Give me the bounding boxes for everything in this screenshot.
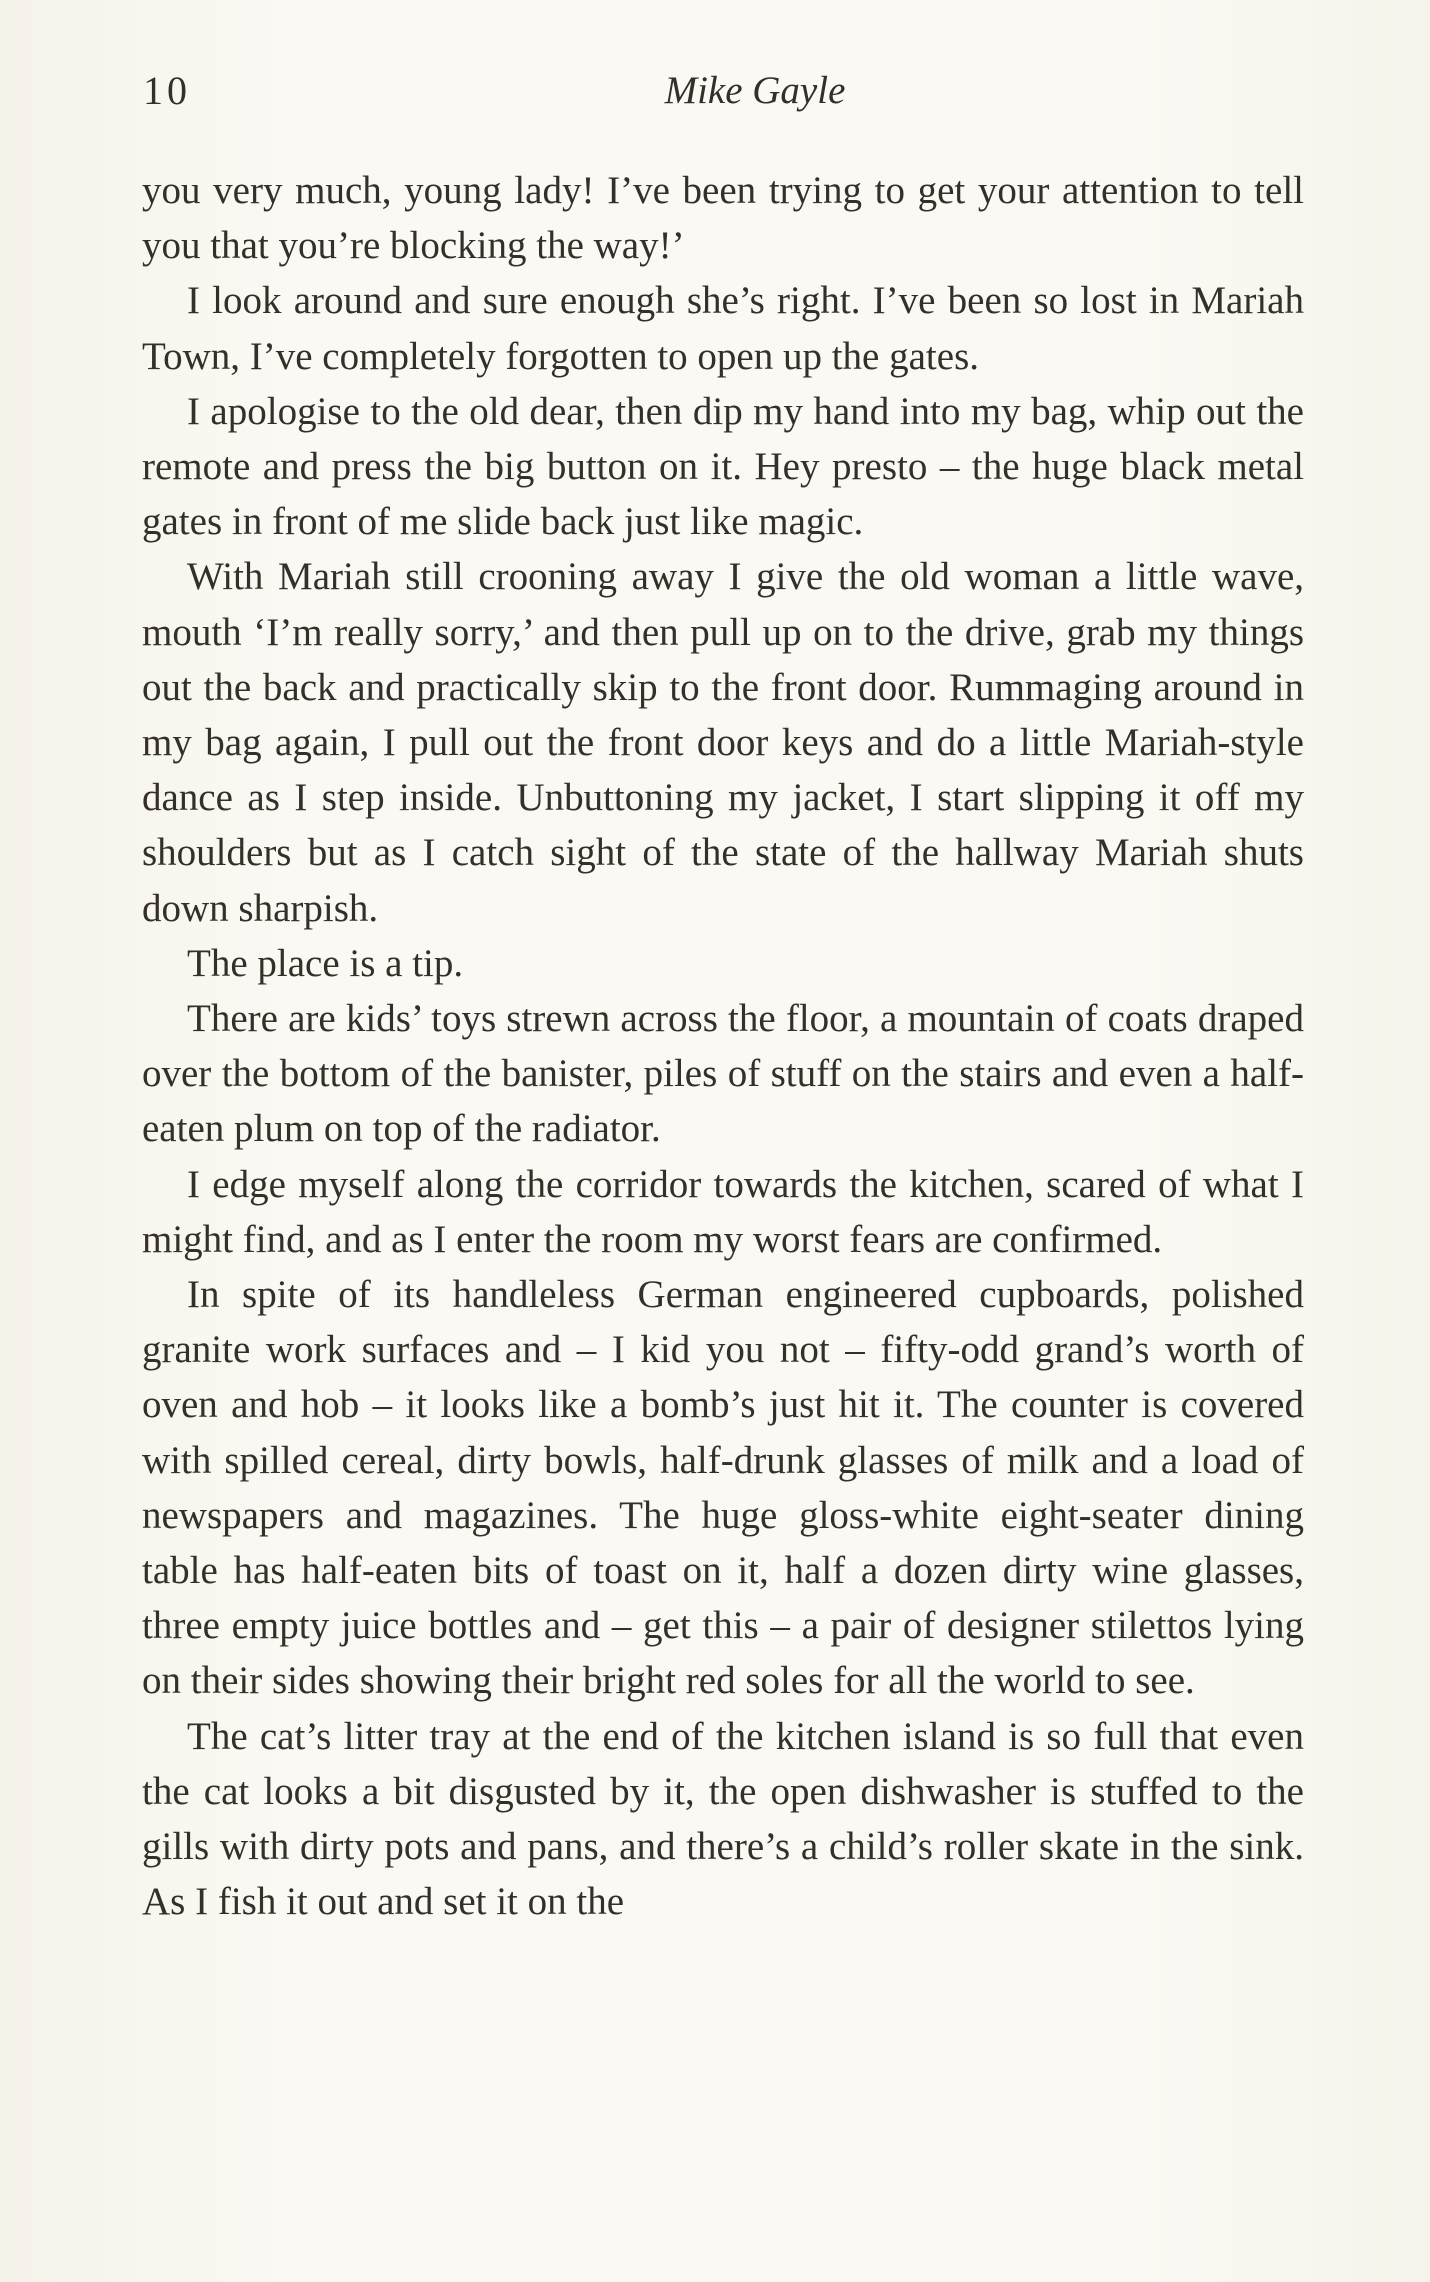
paragraph-7: I edge myself along the corridor towards the kitchen, scared of what I might find, and as I enter the room my worst fears are confirmed. bbox=[142, 1162, 1304, 1261]
paragraph-1: you very much, young lady! I’ve been trying to get your attention to tell you that you’re blocking the way!’ bbox=[142, 169, 1304, 268]
running-head-author: Mike Gayle bbox=[664, 69, 846, 112]
body-text bbox=[142, 163, 1304, 1930]
paragraph-6: There are kids’ toys strewn across the floor, a mountain of coats draped over the bottom of the banister, piles of stuff on the stairs and even a half-eaten plum on top of the radiator. bbox=[142, 997, 1304, 1151]
paragraph-4: With Mariah still crooning away I give the old woman a little wave, mouth ‘I’m really sorry,’ and then pull up on to the drive, grab my things out the back and practically skip to the front door. Rummaging around in my bag again, I pull out the front door keys and do a little Mariah-style dance as I step inside. Unbuttoning my jacket, I start slipping it off my shoulders but as I catch sight of the state of the hallway Mariah shuts down sharpish. bbox=[142, 555, 1304, 930]
page-number: 10 bbox=[143, 68, 191, 113]
paragraph-3: I apologise to the old dear, then dip my hand into my bag, whip out the remote and press the big button on it. Hey presto – the huge black metal gates in front of me slide back just like magic. bbox=[142, 389, 1304, 544]
paragraph-9: The cat’s litter tray at the end of the kitchen island is so full that even the cat looks a bit disgusted by it, the open dishwasher is stuffed to the gills with dirty pots and pans, and there’s a child’s roller skate in the sink. As I fish it out and set it on the bbox=[142, 1714, 1304, 1924]
paragraph-2: I look around and sure enough she’s right. I’ve been so lost in Mariah Town, I’ve completely forgotten to open up the gates. bbox=[142, 279, 1304, 378]
paragraph-5: The place is a tip. bbox=[187, 941, 464, 985]
paragraph-8: In spite of its handleless German engineered cupboards, polished granite work surfaces and – I kid you not – fifty-odd grand’s worth of oven and hob – it looks like a bomb’s just hit it. The counter is covered with spilled cereal, dirty bowls, half-drunk glasses of milk and a load of newspapers and magazines. The huge gloss-white eight-seater dining table has half-eaten bits of toast on it, half a dozen dirty wine glasses, three empty juice bottles and – get this – a pair of designer stilettos lying on their sides showing their bright red soles for all the world to see. bbox=[142, 1273, 1304, 1703]
